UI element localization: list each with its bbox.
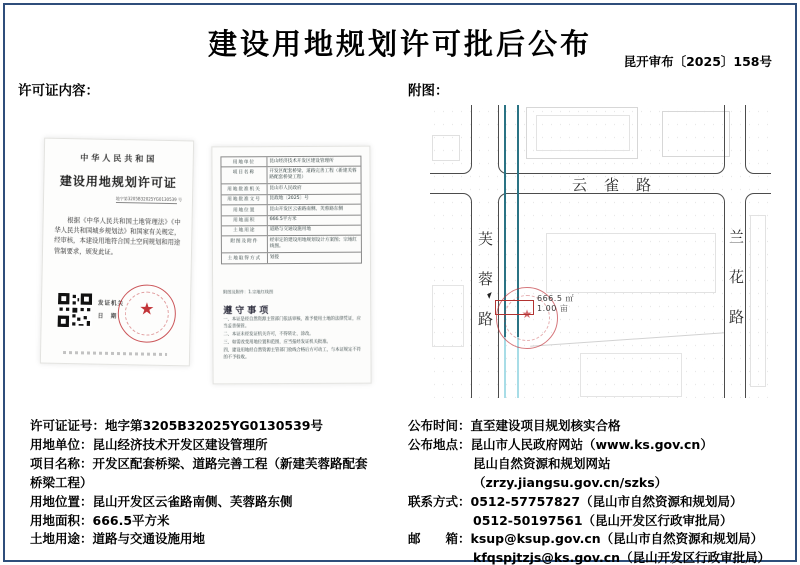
city-block <box>498 105 725 174</box>
table-row <box>222 226 361 237</box>
city-block <box>430 193 472 398</box>
table-row <box>222 215 361 226</box>
row-label: 用地面积 <box>222 216 268 226</box>
row-label: 用地批准机关 <box>222 184 268 194</box>
road-label-yunque: 云雀路 <box>572 176 669 194</box>
permit-summary-block <box>30 417 404 549</box>
row-label: 土地用途 <box>222 226 268 236</box>
parcel-area-m2: 666.5 ㎡ <box>537 294 574 303</box>
map-seal-star-icon: ★ <box>521 307 533 321</box>
parcel-outline <box>495 300 534 315</box>
form-attachment-note: 附图及附件：1.宗地红线图 <box>223 289 274 295</box>
city-block <box>745 105 771 174</box>
permit-certificate-scan <box>40 138 194 367</box>
row-label: 用地批准文号 <box>222 195 268 205</box>
site-plan-map <box>430 105 771 398</box>
road-label-lanhua: 兰花路 <box>727 229 745 349</box>
certificate-title: 建设用地规划许可证 <box>59 173 177 191</box>
info-line: 用地单位：昆山经济技术开发区建设管理所 <box>30 436 268 452</box>
table-row <box>222 205 361 216</box>
row-value: 划拨 <box>269 254 280 260</box>
date-label: 日 期 <box>97 313 118 321</box>
row-value: 昆山开发区云雀路南侧、芙蓉路东侧 <box>269 206 344 212</box>
compliance-title: 遵守事项 <box>223 306 272 317</box>
row-label: 用地单位 <box>221 157 267 167</box>
certificate-serial <box>44 195 182 205</box>
seal-star-icon: ★ <box>139 299 155 320</box>
info-line: 联系方式：0512-57757827（昆山市自然资源和规划局） <box>408 493 743 509</box>
permit-content-label: 许可证内容： <box>18 83 99 99</box>
road-label-furong: 芙蓉路 <box>476 231 494 351</box>
permit-form-table <box>220 156 362 264</box>
compliance-item: 二、本证未经发证机关许可，不得转让、涂改。 <box>223 331 314 338</box>
info-line: 昆山自然资源和规划网站（zrzy.jiangsu.gov.cn/szks） <box>473 455 668 490</box>
city-block <box>430 105 472 174</box>
info-line: 项目名称：开发区配套桥梁、道路完善工程（新建芙蓉路配套 <box>30 455 368 471</box>
official-seal-icon <box>117 284 176 343</box>
row-label: 土地取得方式 <box>222 253 268 263</box>
issuer-label: 发证机关 <box>97 300 125 308</box>
certificate-fineprint <box>63 351 167 356</box>
certificate-serial-number: 地字第3205B32025YG0130539 <box>115 195 177 203</box>
city-block <box>745 193 771 398</box>
info-line: 用地位置：昆山开发区云雀路南侧、芙蓉路东侧 <box>30 493 293 509</box>
row-label: 附图及附件 <box>222 236 268 252</box>
row-value: 昆政地〔2025〕号 <box>269 196 309 202</box>
row-value: 经审定的建设用地规划设计方案图；宗地红线图。 <box>269 237 358 250</box>
row-value: 道路与交通设施用地 <box>269 227 312 233</box>
info-line: 许可证证号：地字第3205B32025YG0130539号 <box>30 418 323 433</box>
compliance-item: 一、本证是经自然资源主管部门依法审核，准予使用土地的法律凭证，应当妥善保管。 <box>223 316 361 330</box>
info-line: 公布时间：直至建设项目规划核实合格 <box>408 418 621 433</box>
info-line: 0512-50197561（昆山开发区行政审批局） <box>473 512 733 528</box>
table-row <box>222 184 361 195</box>
info-line: kfqspjtzjs@ks.gov.cn（昆山开发区行政审批局） <box>473 550 771 565</box>
document-number: 昆开审布〔2025〕158号 <box>623 54 772 69</box>
compliance-list <box>223 317 361 364</box>
info-line: 用地面积：666.5平方米 <box>30 512 170 528</box>
utility-line-cyan <box>504 337 506 398</box>
page-title: 建设用地规划许可批后公布 <box>207 27 592 61</box>
permit-form-scan <box>211 146 371 385</box>
row-label: 项目名称 <box>221 168 267 184</box>
row-label: 用地位置 <box>222 205 268 215</box>
parcel-area-label <box>537 294 574 314</box>
table-row <box>222 253 361 263</box>
info-line: 土地用途：道路与交通设施用地 <box>30 531 206 547</box>
table-row <box>222 194 361 205</box>
parcel-area-mu: 1.00 亩 <box>537 304 569 313</box>
info-line: 桥梁工程） <box>30 474 93 490</box>
compliance-item: 三、如需改变用地位置和范围，应当报经发证机关批准。 <box>223 339 331 346</box>
row-value: 昆山市人民政府 <box>269 185 302 191</box>
certificate-footer-area <box>41 287 190 352</box>
publication-info-block <box>408 417 786 565</box>
row-value: 666.5平方米 <box>269 217 297 223</box>
attached-map-label: 附图： <box>408 83 449 99</box>
info-line: 邮 箱：ksup@ksup.gov.cn（昆山市自然资源和规划局） <box>408 531 764 547</box>
info-line: 公布地点：昆山市人民政府网站（www.ks.gov.cn） <box>408 436 713 452</box>
table-row <box>221 157 360 168</box>
certificate-body-text: 根据《中华人民共和国土地管理法》《中华人民共和国城乡规划法》和国家有关规定，经审核，本建设用地符合国土空间规划和用途管制要求，颁发此证。 <box>53 217 181 256</box>
row-value: 开发区配套桥梁、道路完善工程（新建芙蓉路配套桥梁工程） <box>269 168 357 181</box>
qr-code-icon <box>58 293 93 328</box>
compliance-item: 四、建设用地经自然资源主管部门验线合格后方可动工，与本证规定不符的不予验收。 <box>223 347 361 361</box>
certificate-serial-suffix: 号 <box>177 197 183 203</box>
certificate-country: 中华人民共和国 <box>80 153 158 164</box>
row-value: 昆山经济技术开发区建设管理所 <box>269 158 334 164</box>
table-row <box>221 167 360 185</box>
table-row <box>222 236 361 254</box>
